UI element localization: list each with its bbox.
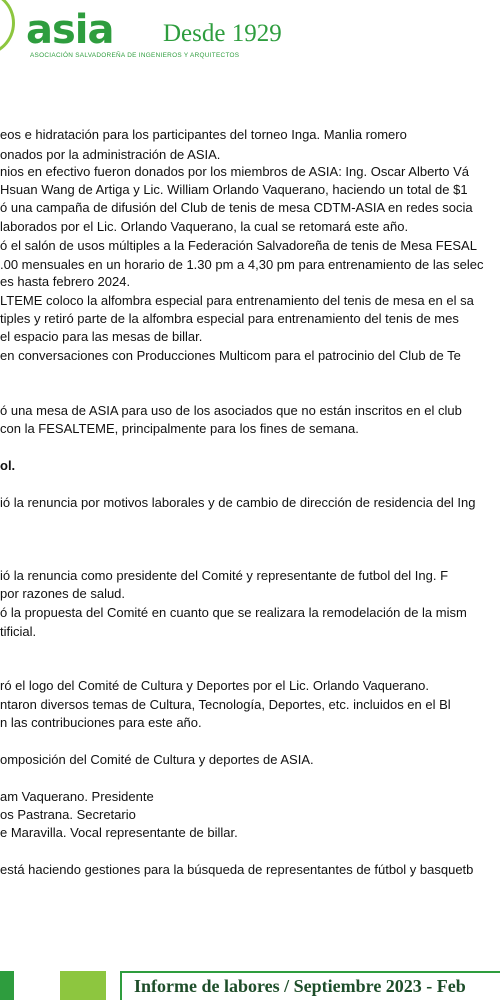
list-item: e Maravilla. Vocal representante de billar. bbox=[0, 825, 238, 840]
text-line: en conversaciones con Producciones Multicom para el patrocinio del Club de Te bbox=[0, 348, 461, 363]
text-line: nios en efectivo fueron donados por los miembros de ASIA: Ing. Oscar Alberto Vá bbox=[0, 164, 469, 179]
logo-subtitle: ASOCIACIÓN SALVADOREÑA DE INGENIEROS Y ARQUITECTOS bbox=[30, 52, 240, 59]
list-item: os Pastrana. Secretario bbox=[0, 807, 136, 822]
text-line: ió la renuncia como presidente del Comité y representante de futbol del Ing. F bbox=[0, 568, 449, 583]
text-line: ró el logo del Comité de Cultura y Deportes por el Lic. Orlando Vaquerano. bbox=[0, 678, 429, 693]
text-line: el espacio para las mesas de billar. bbox=[0, 329, 203, 344]
logo-tagline: Desde 1929 bbox=[163, 20, 282, 47]
text-line: tificial. bbox=[0, 624, 37, 639]
footer-accent-dark bbox=[0, 971, 14, 1000]
text-line: ó una mesa de ASIA para uso de los asociados que no están inscritos en el club bbox=[0, 403, 462, 418]
text-line: .00 mensuales en un horario de 1.30 pm a 4,30 pm para entrenamiento de las selec bbox=[0, 257, 484, 272]
text-line: con la FESALTEME, principalmente para los fines de semana. bbox=[0, 421, 359, 436]
section-heading: ol. bbox=[0, 458, 16, 473]
footer-accent-light bbox=[60, 971, 106, 1000]
text-line: ió la renuncia por motivos laborales y de cambio de dirección de residencia del Ing bbox=[0, 495, 476, 510]
page-footer bbox=[0, 968, 500, 1000]
text-line: ó una campaña de difusión del Club de tenis de mesa CDTM-ASIA en redes socia bbox=[0, 200, 473, 215]
list-item: am Vaquerano. Presidente bbox=[0, 789, 154, 804]
text-line: laborados por el Lic. Orlando Vaquerano, la cual se retomará este año. bbox=[0, 219, 409, 234]
footer-title: Informe de labores / Septiembre 2023 - Feb bbox=[134, 976, 466, 996]
text-line: Hsuan Wang de Artiga y Lic. William Orlando Vaquerano, haciendo un total de $1 bbox=[0, 182, 468, 197]
text-line: LTEME coloco la alfombra especial para entrenamiento del tenis de mesa en el sa bbox=[0, 293, 474, 308]
text-line: omposición del Comité de Cultura y deportes de ASIA. bbox=[0, 752, 314, 767]
text-line: onados por la administración de ASIA. bbox=[0, 147, 221, 162]
text-line: n las contribuciones para este año. bbox=[0, 715, 202, 730]
text-line: es hasta febrero 2024. bbox=[0, 274, 131, 289]
logo-main: asia bbox=[26, 7, 114, 53]
text-line: por razones de salud. bbox=[0, 586, 126, 601]
text-line: tiples y retiró parte de la alfombra especial para entrenamiento del tenis de mes bbox=[0, 311, 459, 326]
text-line: está haciendo gestiones para la búsqueda de representantes de fútbol y basquetb bbox=[0, 862, 474, 877]
text-line: ó la propuesta del Comité en cuanto que se realizara la remodelación de la mism bbox=[0, 605, 467, 620]
text-line: ó el salón de usos múltiples a la Federación Salvadoreña de tenis de Mesa FESAL bbox=[0, 238, 477, 253]
text-line: eos e hidratación para los participantes del torneo Inga. Manlia romero bbox=[0, 127, 407, 142]
text-line: ntaron diversos temas de Cultura, Tecnología, Deportes, etc. incluidos en el Bl bbox=[0, 697, 451, 712]
